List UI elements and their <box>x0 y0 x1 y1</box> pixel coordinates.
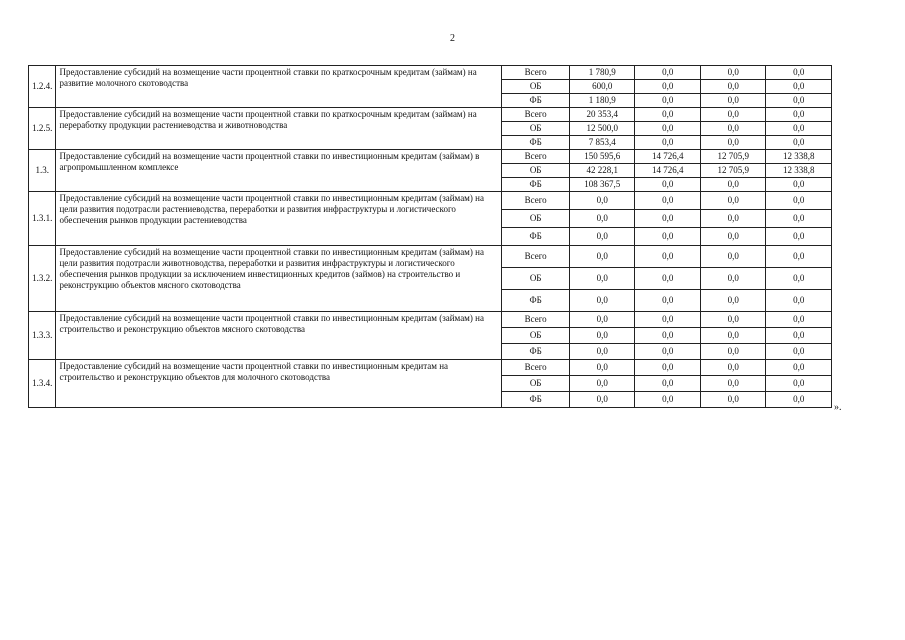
amount-cell: 0,0 <box>569 246 635 268</box>
amount-cell: 0,0 <box>700 392 766 408</box>
amount-cell: 0,0 <box>700 108 766 122</box>
amount-cell: 0,0 <box>700 192 766 210</box>
amount-cell: 0,0 <box>635 290 701 312</box>
amount-cell: 0,0 <box>700 290 766 312</box>
amount-cell: 12 338,8 <box>766 164 832 178</box>
amount-cell: 1 180,9 <box>569 94 635 108</box>
amount-cell: 0,0 <box>766 136 832 150</box>
table-row <box>29 150 832 164</box>
amount-cell: 0,0 <box>569 376 635 392</box>
table-row <box>29 360 832 376</box>
funding-source: Всего <box>502 360 570 376</box>
funding-source: ФБ <box>502 178 570 192</box>
amount-cell: 0,0 <box>700 246 766 268</box>
funding-source: ФБ <box>502 344 570 360</box>
amount-cell: 0,0 <box>766 268 832 290</box>
amount-cell: 0,0 <box>766 66 832 80</box>
amount-cell: 0,0 <box>766 178 832 192</box>
amount-cell: 0,0 <box>635 360 701 376</box>
table-row <box>29 192 832 210</box>
page-number: 2 <box>450 33 455 44</box>
amount-cell: 0,0 <box>766 376 832 392</box>
amount-cell: 0,0 <box>766 246 832 268</box>
amount-cell: 0,0 <box>766 94 832 108</box>
funding-source: ОБ <box>502 376 570 392</box>
amount-cell: 0,0 <box>569 312 635 328</box>
amount-cell: 0,0 <box>700 328 766 344</box>
amount-cell: 0,0 <box>700 228 766 246</box>
item-code: 1.3.2. <box>29 246 56 312</box>
amount-cell: 108 367,5 <box>569 178 635 192</box>
amount-cell: 0,0 <box>700 210 766 228</box>
amount-cell: 0,0 <box>766 192 832 210</box>
amount-cell: 0,0 <box>766 80 832 94</box>
amount-cell: 0,0 <box>700 122 766 136</box>
item-description: Предоставление субсидий на возмещение части процентной ставки по инвестиционным кредитам на строительство и реконструкцию объектов для молочного скотоводства <box>56 360 502 408</box>
amount-cell: 0,0 <box>700 268 766 290</box>
item-description: Предоставление субсидий на возмещение части процентной ставки по инвестиционным кредитам (займам) на цели развития подотрасли растениеводства, переработки и развития инфраструктуры и логистического обеспечения рынков продукции растениеводства <box>56 192 502 246</box>
amount-cell: 0,0 <box>569 228 635 246</box>
amount-cell: 0,0 <box>569 268 635 290</box>
funding-source: ФБ <box>502 94 570 108</box>
amount-cell: 0,0 <box>569 290 635 312</box>
table-row <box>29 312 832 328</box>
table-row <box>29 246 832 268</box>
item-code: 1.2.5. <box>29 108 56 150</box>
funding-source: Всего <box>502 246 570 268</box>
amount-cell: 0,0 <box>700 136 766 150</box>
amount-cell: 0,0 <box>635 210 701 228</box>
amount-cell: 42 228,1 <box>569 164 635 178</box>
funding-source: ФБ <box>502 290 570 312</box>
amount-cell: 14 726,4 <box>635 164 701 178</box>
item-code: 1.2.4. <box>29 66 56 108</box>
funding-source: Всего <box>502 192 570 210</box>
amount-cell: 0,0 <box>635 228 701 246</box>
amount-cell: 0,0 <box>569 328 635 344</box>
closing-quote: ». <box>834 402 842 413</box>
amount-cell: 0,0 <box>635 344 701 360</box>
amount-cell: 0,0 <box>635 268 701 290</box>
amount-cell: 12 338,8 <box>766 150 832 164</box>
amount-cell: 0,0 <box>766 392 832 408</box>
amount-cell: 0,0 <box>635 178 701 192</box>
amount-cell: 0,0 <box>635 246 701 268</box>
amount-cell: 14 726,4 <box>635 150 701 164</box>
amount-cell: 0,0 <box>766 312 832 328</box>
funding-source: ОБ <box>502 268 570 290</box>
amount-cell: 0,0 <box>635 376 701 392</box>
amount-cell: 0,0 <box>635 80 701 94</box>
amount-cell: 0,0 <box>635 94 701 108</box>
item-description: Предоставление субсидий на возмещение части процентной ставки по краткосрочным кредитам (займам) на переработку продукции растениеводства и животноводства <box>56 108 502 150</box>
budget-table-body <box>29 66 832 408</box>
table-row <box>29 108 832 122</box>
funding-source: ОБ <box>502 328 570 344</box>
funding-source: Всего <box>502 66 570 80</box>
amount-cell: 0,0 <box>569 210 635 228</box>
amount-cell: 0,0 <box>700 344 766 360</box>
amount-cell: 0,0 <box>635 66 701 80</box>
table-row <box>29 66 832 80</box>
amount-cell: 12 705,9 <box>700 150 766 164</box>
item-description: Предоставление субсидий на возмещение части процентной ставки по инвестиционным кредитам (займам) на строительство и реконструкцию объектов мясного скотоводства <box>56 312 502 360</box>
amount-cell: 0,0 <box>700 94 766 108</box>
item-code: 1.3. <box>29 150 56 192</box>
funding-source: Всего <box>502 150 570 164</box>
amount-cell: 0,0 <box>766 122 832 136</box>
amount-cell: 0,0 <box>635 136 701 150</box>
amount-cell: 12 705,9 <box>700 164 766 178</box>
amount-cell: 0,0 <box>635 122 701 136</box>
amount-cell: 0,0 <box>766 210 832 228</box>
amount-cell: 0,0 <box>766 228 832 246</box>
funding-source: ОБ <box>502 122 570 136</box>
item-description: Предоставление субсидий на возмещение части процентной ставки по инвестиционным кредитам (займам) на цели развития подотрасли животноводства, переработки и развития инфраструктуры и логистического обеспечения рынков продукции за исключением инвестиционных кредитов (займов) на строительство и реконструкцию объектов мясного скотоводства <box>56 246 502 312</box>
amount-cell: 0,0 <box>635 108 701 122</box>
funding-source: ОБ <box>502 210 570 228</box>
budget-table <box>28 65 832 408</box>
funding-source: ОБ <box>502 164 570 178</box>
item-code: 1.3.4. <box>29 360 56 408</box>
amount-cell: 0,0 <box>700 360 766 376</box>
amount-cell: 0,0 <box>635 392 701 408</box>
funding-source: ФБ <box>502 228 570 246</box>
amount-cell: 20 353,4 <box>569 108 635 122</box>
amount-cell: 0,0 <box>700 178 766 192</box>
amount-cell: 0,0 <box>569 344 635 360</box>
amount-cell: 0,0 <box>569 392 635 408</box>
funding-source: ОБ <box>502 80 570 94</box>
funding-source: Всего <box>502 108 570 122</box>
amount-cell: 150 595,6 <box>569 150 635 164</box>
amount-cell: 0,0 <box>766 290 832 312</box>
funding-source: ФБ <box>502 136 570 150</box>
item-description: Предоставление субсидий на возмещение части процентной ставки по краткосрочным кредитам (займам) на развитие молочного скотоводства <box>56 66 502 108</box>
amount-cell: 0,0 <box>635 192 701 210</box>
amount-cell: 0,0 <box>766 108 832 122</box>
amount-cell: 0,0 <box>635 328 701 344</box>
amount-cell: 0,0 <box>766 344 832 360</box>
amount-cell: 600,0 <box>569 80 635 94</box>
amount-cell: 0,0 <box>700 312 766 328</box>
amount-cell: 0,0 <box>569 360 635 376</box>
amount-cell: 0,0 <box>700 66 766 80</box>
item-description: Предоставление субсидий на возмещение части процентной ставки по инвестиционным кредитам (займам) в агропромышленном комплексе <box>56 150 502 192</box>
amount-cell: 0,0 <box>700 80 766 94</box>
amount-cell: 1 780,9 <box>569 66 635 80</box>
funding-source: Всего <box>502 312 570 328</box>
funding-source: ФБ <box>502 392 570 408</box>
amount-cell: 0,0 <box>766 360 832 376</box>
amount-cell: 12 500,0 <box>569 122 635 136</box>
amount-cell: 0,0 <box>635 312 701 328</box>
item-code: 1.3.1. <box>29 192 56 246</box>
amount-cell: 0,0 <box>700 376 766 392</box>
item-code: 1.3.3. <box>29 312 56 360</box>
amount-cell: 0,0 <box>766 328 832 344</box>
amount-cell: 0,0 <box>569 192 635 210</box>
amount-cell: 7 853,4 <box>569 136 635 150</box>
